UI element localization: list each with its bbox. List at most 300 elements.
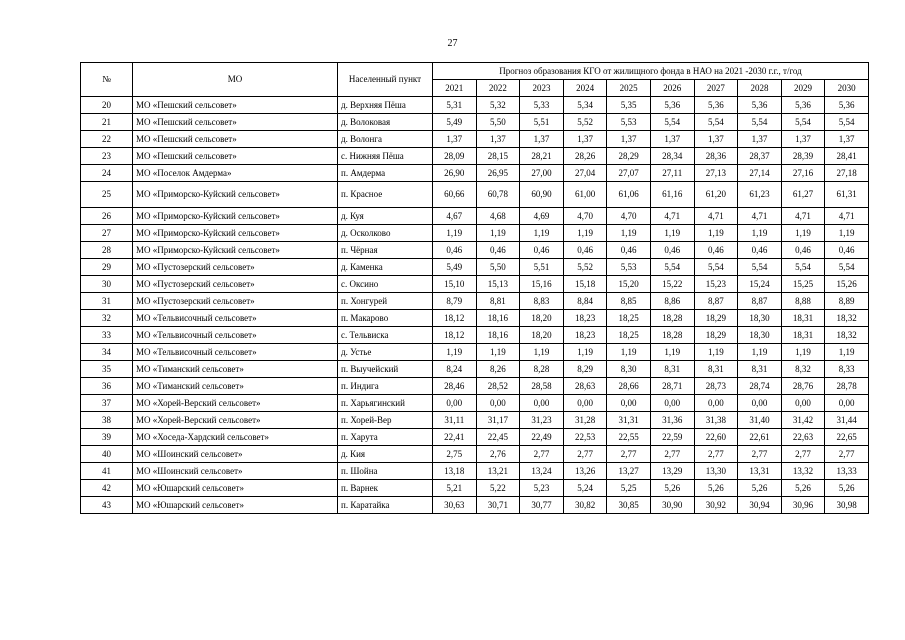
table-row	[81, 208, 869, 225]
value-cell: 5,26	[738, 480, 782, 497]
row-number-cell: 34	[81, 344, 133, 361]
value-cell: 18,32	[825, 327, 869, 344]
value-cell: 13,21	[476, 463, 520, 480]
value-cell: 13,26	[563, 463, 607, 480]
value-cell: 28,15	[476, 148, 520, 165]
kgo-forecast-table	[80, 62, 869, 514]
value-cell: 1,19	[476, 344, 520, 361]
header-year: 2025	[607, 80, 651, 97]
value-cell: 1,19	[738, 225, 782, 242]
value-cell: 15,10	[433, 276, 477, 293]
value-cell: 0,46	[607, 242, 651, 259]
value-cell: 5,51	[520, 259, 564, 276]
value-cell: 0,46	[738, 242, 782, 259]
mo-name-cell: МО «Тельвисочный сельсовет»	[133, 310, 338, 327]
mo-name-cell: МО «Шоинский сельсовет»	[133, 463, 338, 480]
table-row	[81, 97, 869, 114]
value-cell: 1,37	[650, 131, 694, 148]
header-mo: МО	[133, 63, 338, 97]
value-cell: 28,41	[825, 148, 869, 165]
mo-name-cell: МО «Приморско-Куйский сельсовет»	[133, 225, 338, 242]
row-number-cell: 32	[81, 310, 133, 327]
value-cell: 8,86	[650, 293, 694, 310]
locality-cell: д. Осколково	[338, 225, 433, 242]
mo-name-cell: МО «Поселок Амдерма»	[133, 165, 338, 182]
value-cell: 28,74	[738, 378, 782, 395]
value-cell: 2,77	[650, 446, 694, 463]
value-cell: 4,71	[825, 208, 869, 225]
value-cell: 0,00	[825, 395, 869, 412]
row-number-cell: 28	[81, 242, 133, 259]
value-cell: 61,20	[694, 182, 738, 208]
value-cell: 1,19	[563, 344, 607, 361]
value-cell: 8,28	[520, 361, 564, 378]
value-cell: 18,28	[650, 310, 694, 327]
value-cell: 8,83	[520, 293, 564, 310]
value-cell: 27,18	[825, 165, 869, 182]
value-cell: 30,85	[607, 497, 651, 514]
value-cell: 61,31	[825, 182, 869, 208]
row-number-cell: 41	[81, 463, 133, 480]
table-row	[81, 395, 869, 412]
table-body	[81, 97, 869, 514]
value-cell: 18,25	[607, 327, 651, 344]
value-cell: 1,37	[520, 131, 564, 148]
value-cell: 0,46	[433, 242, 477, 259]
page-number: 27	[447, 38, 458, 49]
value-cell: 0,00	[476, 395, 520, 412]
locality-cell: п. Каратайка	[338, 497, 433, 514]
value-cell: 5,26	[825, 480, 869, 497]
value-cell: 5,26	[694, 480, 738, 497]
table-row	[81, 293, 869, 310]
value-cell: 30,92	[694, 497, 738, 514]
locality-cell: д. Волоковая	[338, 114, 433, 131]
row-number-cell: 40	[81, 446, 133, 463]
value-cell: 18,16	[476, 327, 520, 344]
value-cell: 18,32	[825, 310, 869, 327]
value-cell: 8,26	[476, 361, 520, 378]
value-cell: 5,54	[694, 259, 738, 276]
row-number-cell: 36	[81, 378, 133, 395]
value-cell: 22,63	[781, 429, 825, 446]
value-cell: 0,46	[563, 242, 607, 259]
row-number-cell: 42	[81, 480, 133, 497]
value-cell: 0,00	[433, 395, 477, 412]
locality-cell: с. Тельвиска	[338, 327, 433, 344]
table-row	[81, 310, 869, 327]
header-year: 2022	[476, 80, 520, 97]
value-cell: 31,23	[520, 412, 564, 429]
value-cell: 15,26	[825, 276, 869, 293]
value-cell: 2,77	[738, 446, 782, 463]
value-cell: 0,00	[650, 395, 694, 412]
value-cell: 60,66	[433, 182, 477, 208]
value-cell: 5,54	[825, 114, 869, 131]
value-cell: 1,19	[433, 344, 477, 361]
value-cell: 15,20	[607, 276, 651, 293]
value-cell: 13,24	[520, 463, 564, 480]
mo-name-cell: МО «Тельвисочный сельсовет»	[133, 344, 338, 361]
value-cell: 8,84	[563, 293, 607, 310]
value-cell: 18,31	[781, 310, 825, 327]
value-cell: 0,00	[694, 395, 738, 412]
value-cell: 13,31	[738, 463, 782, 480]
value-cell: 28,21	[520, 148, 564, 165]
value-cell: 5,34	[563, 97, 607, 114]
value-cell: 61,00	[563, 182, 607, 208]
value-cell: 8,88	[781, 293, 825, 310]
value-cell: 13,29	[650, 463, 694, 480]
value-cell: 8,81	[476, 293, 520, 310]
value-cell: 18,12	[433, 310, 477, 327]
header-year: 2027	[694, 80, 738, 97]
table-row	[81, 429, 869, 446]
table-row	[81, 463, 869, 480]
value-cell: 30,77	[520, 497, 564, 514]
value-cell: 13,30	[694, 463, 738, 480]
value-cell: 31,31	[607, 412, 651, 429]
table-row	[81, 497, 869, 514]
mo-name-cell: МО «Пустозерский сельсовет»	[133, 276, 338, 293]
table-row	[81, 165, 869, 182]
value-cell: 60,78	[476, 182, 520, 208]
locality-cell: с. Нижняя Пёша	[338, 148, 433, 165]
value-cell: 15,13	[476, 276, 520, 293]
mo-name-cell: МО «Приморско-Куйский сельсовет»	[133, 208, 338, 225]
value-cell: 30,63	[433, 497, 477, 514]
value-cell: 5,36	[650, 97, 694, 114]
value-cell: 28,46	[433, 378, 477, 395]
value-cell: 18,30	[738, 327, 782, 344]
value-cell: 0,46	[825, 242, 869, 259]
value-cell: 61,27	[781, 182, 825, 208]
value-cell: 8,30	[607, 361, 651, 378]
value-cell: 18,29	[694, 310, 738, 327]
mo-name-cell: МО «Пешский сельсовет»	[133, 148, 338, 165]
value-cell: 1,37	[563, 131, 607, 148]
value-cell: 2,75	[433, 446, 477, 463]
value-cell: 0,46	[476, 242, 520, 259]
locality-cell: п. Индига	[338, 378, 433, 395]
value-cell: 31,42	[781, 412, 825, 429]
value-cell: 5,35	[607, 97, 651, 114]
value-cell: 15,16	[520, 276, 564, 293]
value-cell: 31,36	[650, 412, 694, 429]
value-cell: 8,32	[781, 361, 825, 378]
value-cell: 0,00	[738, 395, 782, 412]
value-cell: 18,20	[520, 327, 564, 344]
value-cell: 5,36	[825, 97, 869, 114]
value-cell: 13,18	[433, 463, 477, 480]
value-cell: 31,17	[476, 412, 520, 429]
value-cell: 5,36	[738, 97, 782, 114]
value-cell: 31,40	[738, 412, 782, 429]
value-cell: 1,19	[738, 344, 782, 361]
value-cell: 5,49	[433, 259, 477, 276]
value-cell: 8,85	[607, 293, 651, 310]
locality-cell: п. Амдерма	[338, 165, 433, 182]
value-cell: 1,19	[607, 225, 651, 242]
value-cell: 1,19	[476, 225, 520, 242]
value-cell: 4,71	[694, 208, 738, 225]
value-cell: 1,37	[476, 131, 520, 148]
value-cell: 28,76	[781, 378, 825, 395]
value-cell: 2,77	[563, 446, 607, 463]
value-cell: 28,29	[607, 148, 651, 165]
value-cell: 8,79	[433, 293, 477, 310]
value-cell: 8,87	[694, 293, 738, 310]
locality-cell: п. Харьягинский	[338, 395, 433, 412]
locality-cell: д. Волонга	[338, 131, 433, 148]
value-cell: 27,16	[781, 165, 825, 182]
table-row	[81, 225, 869, 242]
value-cell: 31,28	[563, 412, 607, 429]
value-cell: 5,36	[781, 97, 825, 114]
value-cell: 4,68	[476, 208, 520, 225]
value-cell: 0,46	[520, 242, 564, 259]
locality-cell: п. Выучейский	[338, 361, 433, 378]
value-cell: 0,46	[650, 242, 694, 259]
value-cell: 4,71	[650, 208, 694, 225]
value-cell: 27,14	[738, 165, 782, 182]
value-cell: 18,29	[694, 327, 738, 344]
value-cell: 5,54	[738, 259, 782, 276]
value-cell: 30,90	[650, 497, 694, 514]
value-cell: 26,95	[476, 165, 520, 182]
value-cell: 27,04	[563, 165, 607, 182]
row-number-cell: 39	[81, 429, 133, 446]
value-cell: 5,54	[694, 114, 738, 131]
value-cell: 1,19	[650, 225, 694, 242]
value-cell: 1,19	[563, 225, 607, 242]
value-cell: 28,34	[650, 148, 694, 165]
table-row	[81, 259, 869, 276]
value-cell: 4,71	[738, 208, 782, 225]
locality-cell: д. Кия	[338, 446, 433, 463]
value-cell: 0,00	[520, 395, 564, 412]
table-row	[81, 344, 869, 361]
row-number-cell: 31	[81, 293, 133, 310]
table-row	[81, 361, 869, 378]
value-cell: 5,54	[781, 259, 825, 276]
value-cell: 8,31	[650, 361, 694, 378]
row-number-cell: 20	[81, 97, 133, 114]
value-cell: 15,23	[694, 276, 738, 293]
value-cell: 22,60	[694, 429, 738, 446]
value-cell: 0,00	[607, 395, 651, 412]
value-cell: 1,37	[825, 131, 869, 148]
mo-name-cell: МО «Тиманский сельсовет»	[133, 378, 338, 395]
header-year: 2026	[650, 80, 694, 97]
value-cell: 1,37	[607, 131, 651, 148]
value-cell: 28,37	[738, 148, 782, 165]
value-cell: 1,37	[781, 131, 825, 148]
mo-name-cell: МО «Хорей-Верский сельсовет»	[133, 395, 338, 412]
value-cell: 8,24	[433, 361, 477, 378]
mo-name-cell: МО «Приморско-Куйский сельсовет»	[133, 242, 338, 259]
row-number-cell: 33	[81, 327, 133, 344]
header-forecast: Прогноз образования КГО от жилищного фонда в НАО на 2021 -2030 г.г., т/год	[433, 63, 869, 80]
value-cell: 8,33	[825, 361, 869, 378]
table-row	[81, 412, 869, 429]
mo-name-cell: МО «Пустозерский сельсовет»	[133, 259, 338, 276]
value-cell: 13,33	[825, 463, 869, 480]
mo-name-cell: МО «Пешский сельсовет»	[133, 97, 338, 114]
mo-name-cell: МО «Приморско-Куйский сельсовет»	[133, 182, 338, 208]
value-cell: 30,94	[738, 497, 782, 514]
value-cell: 22,65	[825, 429, 869, 446]
table-row	[81, 378, 869, 395]
value-cell: 0,00	[563, 395, 607, 412]
header-year: 2023	[520, 80, 564, 97]
value-cell: 1,19	[694, 344, 738, 361]
value-cell: 22,61	[738, 429, 782, 446]
value-cell: 1,19	[520, 225, 564, 242]
locality-cell: п. Варнек	[338, 480, 433, 497]
locality-cell: д. Каменка	[338, 259, 433, 276]
value-cell: 5,52	[563, 114, 607, 131]
mo-name-cell: МО «Шоинский сельсовет»	[133, 446, 338, 463]
value-cell: 5,54	[781, 114, 825, 131]
value-cell: 1,19	[520, 344, 564, 361]
value-cell: 2,77	[520, 446, 564, 463]
value-cell: 1,37	[738, 131, 782, 148]
value-cell: 18,28	[650, 327, 694, 344]
value-cell: 22,59	[650, 429, 694, 446]
locality-cell: с. Оксино	[338, 276, 433, 293]
value-cell: 15,18	[563, 276, 607, 293]
value-cell: 5,54	[650, 259, 694, 276]
value-cell: 22,41	[433, 429, 477, 446]
table-row	[81, 242, 869, 259]
value-cell: 1,19	[433, 225, 477, 242]
value-cell: 18,16	[476, 310, 520, 327]
value-cell: 1,37	[433, 131, 477, 148]
value-cell: 18,23	[563, 327, 607, 344]
value-cell: 4,69	[520, 208, 564, 225]
value-cell: 5,49	[433, 114, 477, 131]
row-number-cell: 30	[81, 276, 133, 293]
value-cell: 2,77	[694, 446, 738, 463]
value-cell: 5,54	[650, 114, 694, 131]
header-year: 2024	[563, 80, 607, 97]
row-number-cell: 27	[81, 225, 133, 242]
value-cell: 1,19	[825, 344, 869, 361]
value-cell: 8,87	[738, 293, 782, 310]
value-cell: 5,22	[476, 480, 520, 497]
value-cell: 18,30	[738, 310, 782, 327]
row-number-cell: 29	[81, 259, 133, 276]
value-cell: 5,52	[563, 259, 607, 276]
value-cell: 1,19	[694, 225, 738, 242]
value-cell: 5,36	[694, 97, 738, 114]
table-row	[81, 480, 869, 497]
locality-cell: п. Хорей-Вер	[338, 412, 433, 429]
locality-cell: п. Макарово	[338, 310, 433, 327]
value-cell: 28,52	[476, 378, 520, 395]
mo-name-cell: МО «Тиманский сельсовет»	[133, 361, 338, 378]
value-cell: 28,71	[650, 378, 694, 395]
value-cell: 18,31	[781, 327, 825, 344]
locality-cell: п. Красное	[338, 182, 433, 208]
mo-name-cell: МО «Пешский сельсовет»	[133, 114, 338, 131]
value-cell: 61,23	[738, 182, 782, 208]
value-cell: 2,76	[476, 446, 520, 463]
value-cell: 5,25	[607, 480, 651, 497]
value-cell: 5,50	[476, 114, 520, 131]
value-cell: 2,77	[825, 446, 869, 463]
row-number-cell: 22	[81, 131, 133, 148]
header-locality: Населенный пункт	[338, 63, 433, 97]
value-cell: 22,55	[607, 429, 651, 446]
value-cell: 0,46	[694, 242, 738, 259]
value-cell: 31,44	[825, 412, 869, 429]
value-cell: 2,77	[607, 446, 651, 463]
header-year: 2029	[781, 80, 825, 97]
value-cell: 15,24	[738, 276, 782, 293]
value-cell: 5,54	[825, 259, 869, 276]
value-cell: 61,16	[650, 182, 694, 208]
row-number-cell: 21	[81, 114, 133, 131]
value-cell: 30,82	[563, 497, 607, 514]
value-cell: 26,90	[433, 165, 477, 182]
locality-cell: п. Харута	[338, 429, 433, 446]
value-cell: 31,38	[694, 412, 738, 429]
value-cell: 5,54	[738, 114, 782, 131]
value-cell: 27,11	[650, 165, 694, 182]
header-year: 2028	[738, 80, 782, 97]
value-cell: 13,32	[781, 463, 825, 480]
header-year: 2021	[433, 80, 477, 97]
mo-name-cell: МО «Пустозерский сельсовет»	[133, 293, 338, 310]
value-cell: 5,21	[433, 480, 477, 497]
locality-cell: д. Куя	[338, 208, 433, 225]
value-cell: 30,71	[476, 497, 520, 514]
value-cell: 8,29	[563, 361, 607, 378]
value-cell: 27,00	[520, 165, 564, 182]
mo-name-cell: МО «Пешский сельсовет»	[133, 131, 338, 148]
mo-name-cell: МО «Тельвисочный сельсовет»	[133, 327, 338, 344]
value-cell: 28,78	[825, 378, 869, 395]
value-cell: 61,06	[607, 182, 651, 208]
value-cell: 15,22	[650, 276, 694, 293]
value-cell: 31,11	[433, 412, 477, 429]
value-cell: 0,46	[781, 242, 825, 259]
locality-cell: п. Хонгурей	[338, 293, 433, 310]
value-cell: 1,19	[825, 225, 869, 242]
value-cell: 28,58	[520, 378, 564, 395]
mo-name-cell: МО «Хоседа-Хардский сельсовет»	[133, 429, 338, 446]
mo-name-cell: МО «Юшарский сельсовет»	[133, 480, 338, 497]
table-row	[81, 114, 869, 131]
value-cell: 4,67	[433, 208, 477, 225]
value-cell: 5,26	[650, 480, 694, 497]
locality-cell: п. Шойна	[338, 463, 433, 480]
value-cell: 5,23	[520, 480, 564, 497]
row-number-cell: 35	[81, 361, 133, 378]
value-cell: 4,71	[781, 208, 825, 225]
value-cell: 30,98	[825, 497, 869, 514]
table-row	[81, 182, 869, 208]
value-cell: 27,13	[694, 165, 738, 182]
row-number-cell: 43	[81, 497, 133, 514]
row-number-cell: 24	[81, 165, 133, 182]
table-row	[81, 148, 869, 165]
value-cell: 28,26	[563, 148, 607, 165]
table-row	[81, 131, 869, 148]
value-cell: 22,49	[520, 429, 564, 446]
